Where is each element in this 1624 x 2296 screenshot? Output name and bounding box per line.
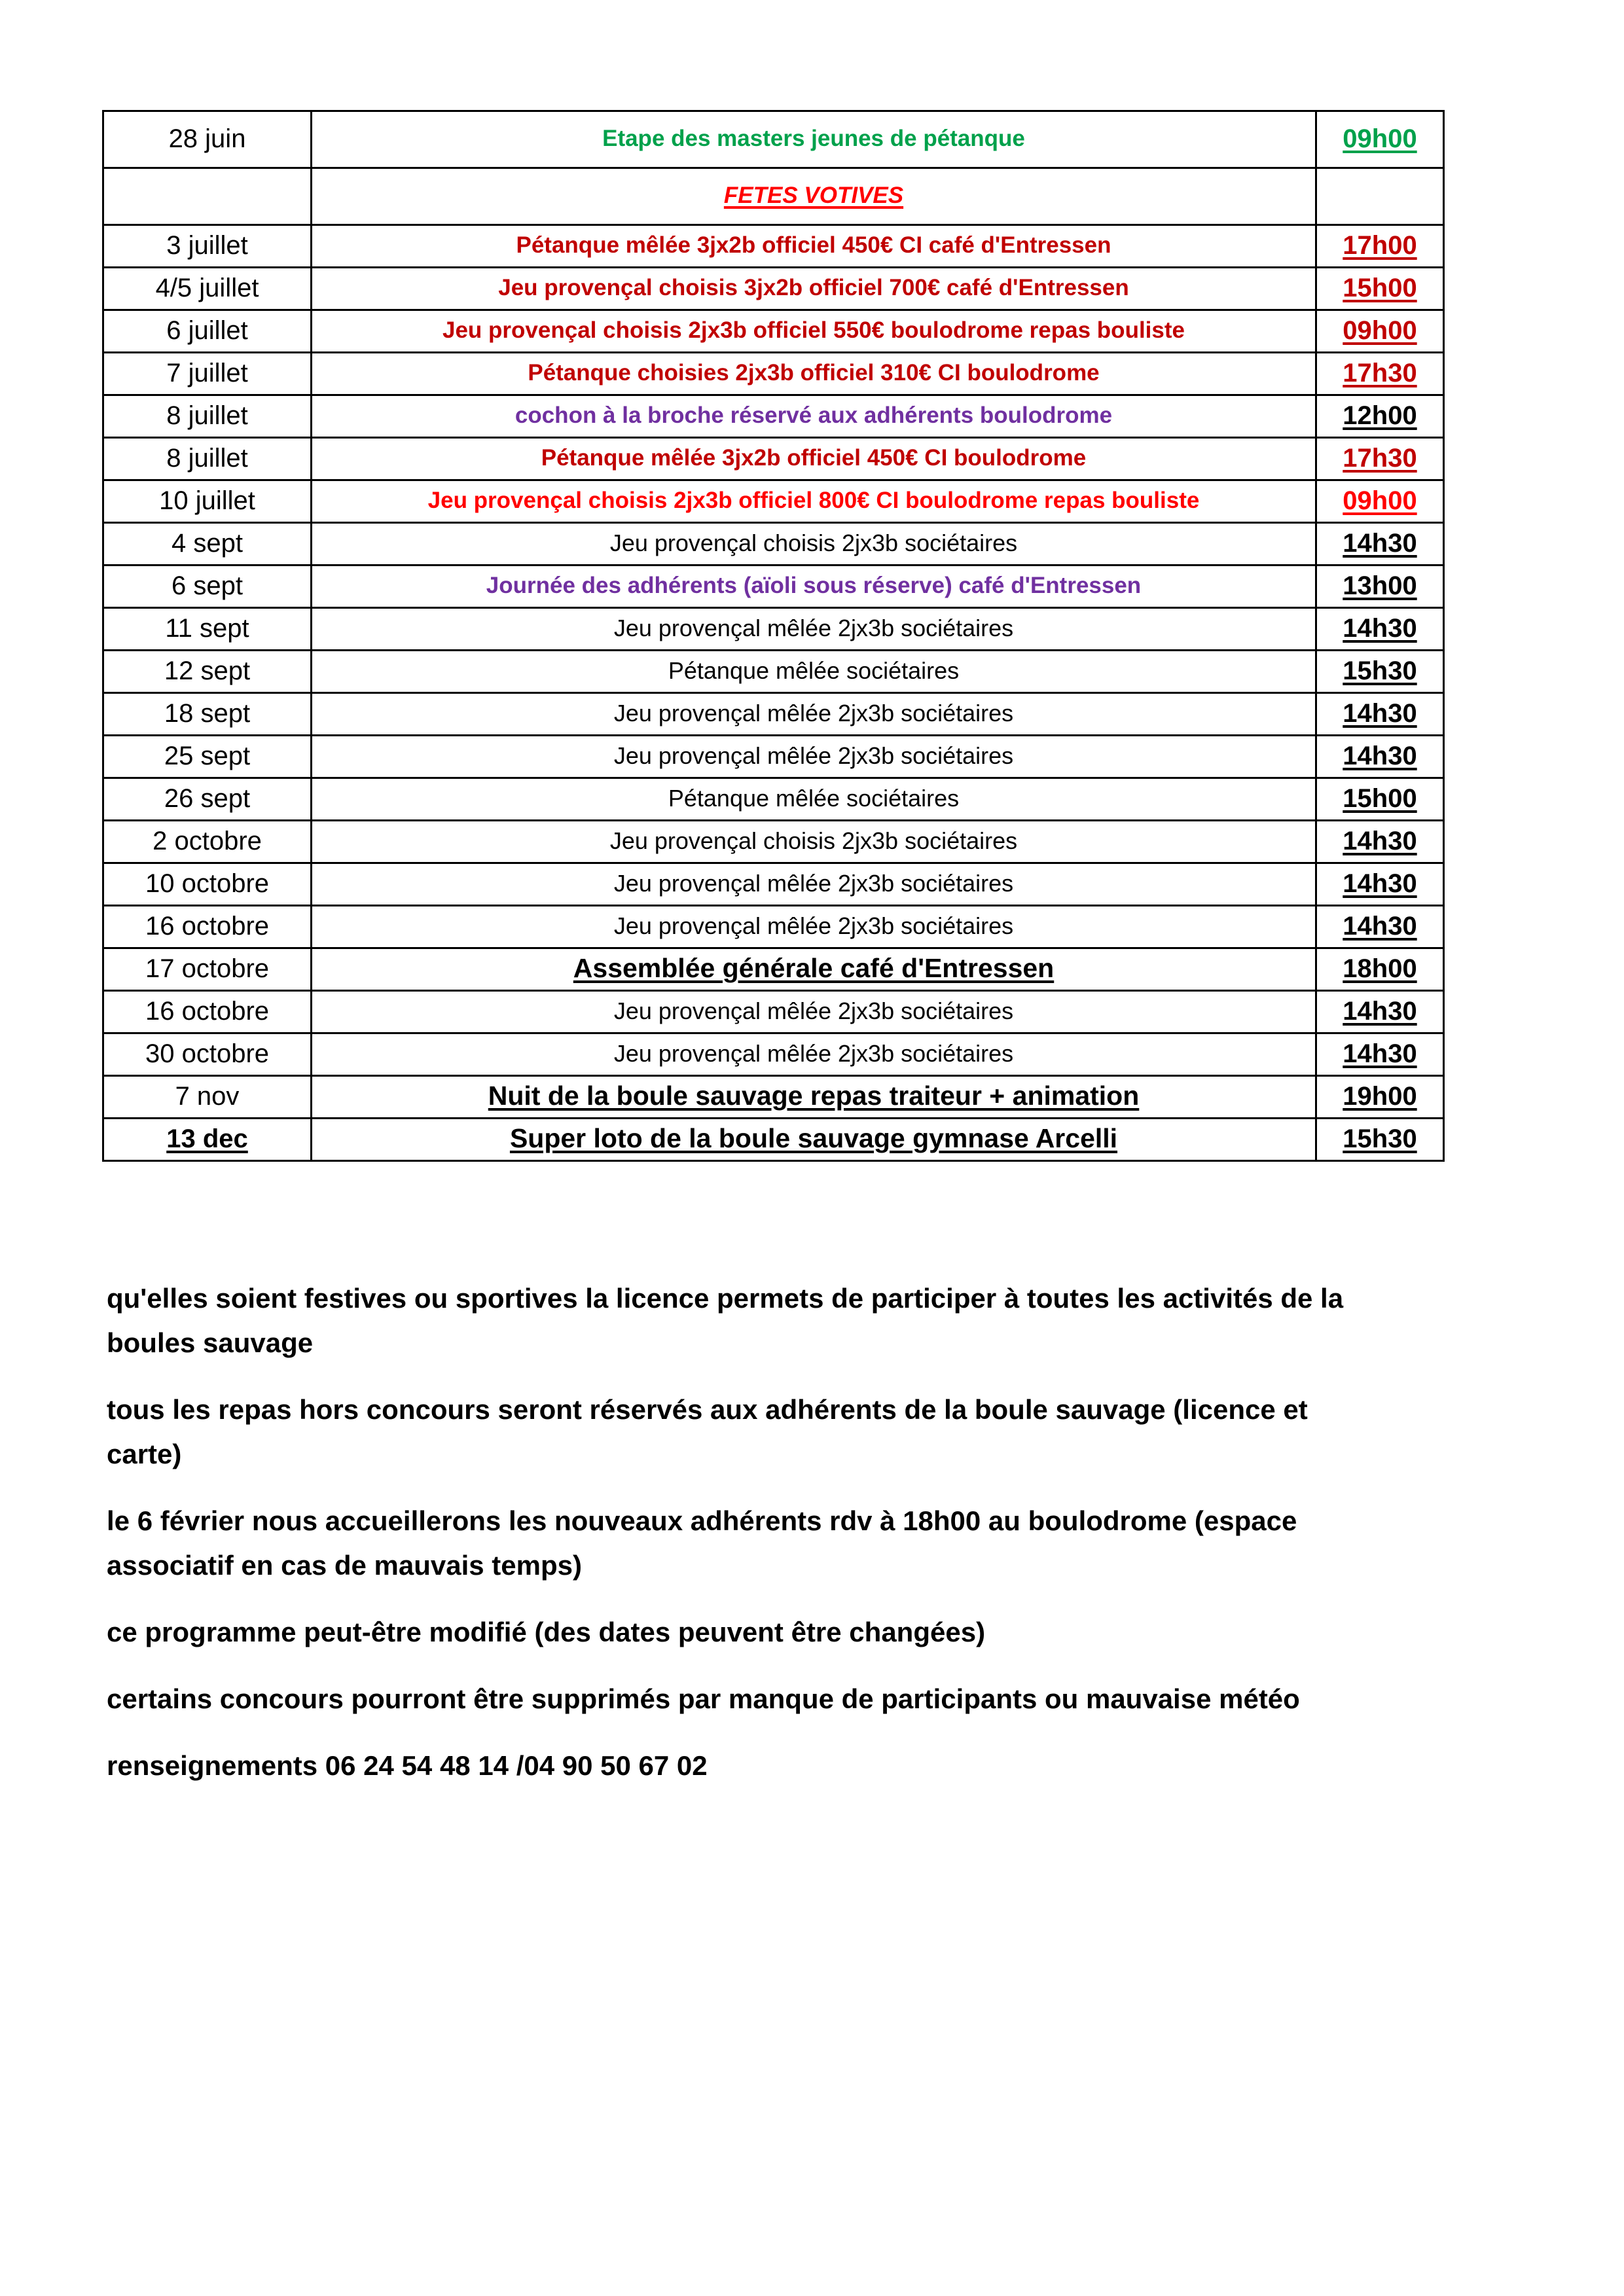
event-date-text [104, 694, 310, 734]
event-time-cell [1316, 523, 1444, 565]
event-date-cell [103, 948, 312, 991]
event-description: Jeu provençal mêlée 2jx3b sociétaires [613, 742, 1014, 769]
event-date: 10 juillet [159, 486, 255, 515]
event-description-text [312, 526, 1315, 563]
event-time-text [1317, 312, 1443, 351]
event-date-cell [103, 778, 312, 821]
event-description-text [312, 781, 1315, 818]
table-row [103, 1119, 1444, 1161]
event-time: 14h30 [1343, 742, 1417, 770]
event-date-cell [103, 225, 312, 268]
event-date-text [104, 354, 310, 393]
event-time-text [1317, 1120, 1443, 1159]
event-date: 7 juillet [166, 359, 248, 387]
event-time-cell [1316, 948, 1444, 991]
event-date: 28 juin [168, 124, 246, 153]
event-time-text [1317, 780, 1443, 819]
event-description-cell [312, 480, 1316, 523]
event-description: Journée des adhérents (aïoli sous réserve) café d'Entressen [486, 572, 1142, 598]
event-description-text [312, 314, 1315, 350]
table-row [103, 821, 1444, 863]
event-description: Pétanque mêlée sociétaires [668, 784, 960, 812]
event-description-cell [312, 1119, 1316, 1161]
event-time-cell [1316, 991, 1444, 1033]
event-time: 17h30 [1343, 444, 1417, 473]
note-paragraph: qu'elles soient festives ou sportives la licence permets de participer à toutes les activités de la boules sauvage [107, 1283, 1344, 1359]
event-time-cell [1316, 353, 1444, 395]
event-description-text [312, 1119, 1315, 1159]
event-time-text [1317, 865, 1443, 904]
event-description-text [312, 696, 1315, 733]
table-row [103, 438, 1444, 480]
event-time: 19h00 [1343, 1082, 1417, 1111]
event-time: 14h30 [1343, 529, 1417, 558]
table-row [103, 480, 1444, 523]
event-date: 10 octobre [145, 869, 270, 898]
event-time: 09h00 [1343, 124, 1417, 153]
event-time: 14h30 [1343, 869, 1417, 898]
event-time-cell [1316, 906, 1444, 948]
event-description-text [312, 653, 1315, 691]
event-date-text [104, 482, 310, 521]
event-date: 26 sept [164, 784, 251, 813]
note-paragraph: le 6 février nous accueillerons les nouveaux adhérents rdv à 18h00 au boulodrome (espace associatif en cas de mauvais temps) [107, 1505, 1297, 1581]
event-date-cell [103, 821, 312, 863]
event-time-text [1317, 822, 1443, 861]
event-date-text [104, 822, 310, 861]
event-description: Jeu provençal mêlée 2jx3b sociétaires [613, 912, 1014, 939]
schedule-table-body [103, 111, 1444, 1161]
event-description-cell [312, 693, 1316, 736]
event-description-text [312, 356, 1315, 392]
event-time-cell [1316, 395, 1444, 438]
event-description-cell [312, 395, 1316, 438]
event-date: 16 octobre [145, 997, 270, 1026]
event-time: 14h30 [1343, 699, 1417, 728]
event-description-cell [312, 1076, 1316, 1119]
event-date-text [104, 226, 310, 266]
event-description-text [312, 271, 1315, 307]
table-row [103, 310, 1444, 353]
event-date: 8 juillet [166, 444, 248, 473]
event-date: 6 sept [171, 571, 243, 600]
event-time: 15h30 [1343, 656, 1417, 685]
table-row [103, 1076, 1444, 1119]
event-time: 17h30 [1343, 359, 1417, 387]
event-date-cell [103, 395, 312, 438]
event-time-text [1317, 524, 1443, 564]
table-row [103, 778, 1444, 821]
event-date: 16 octobre [145, 912, 270, 941]
event-date-cell [103, 111, 312, 168]
table-row [103, 651, 1444, 693]
table-row [103, 608, 1444, 651]
event-time-text [1317, 226, 1443, 266]
event-description-cell [312, 1033, 1316, 1076]
event-date-cell [103, 651, 312, 693]
event-date: 17 octobre [145, 954, 270, 983]
event-time: 15h30 [1343, 1124, 1417, 1153]
event-time-text [1317, 609, 1443, 649]
event-time-cell [1316, 268, 1444, 310]
event-time-text [1317, 567, 1443, 606]
event-description-text [312, 823, 1315, 861]
event-description: Jeu provençal choisis 2jx3b sociétaires [609, 529, 1018, 556]
table-row [103, 225, 1444, 268]
schedule-table-container [102, 110, 1443, 1162]
event-time: 09h00 [1343, 316, 1417, 345]
event-date-cell [103, 736, 312, 778]
event-description-cell [312, 608, 1316, 651]
event-description-cell [312, 111, 1316, 168]
event-time-text [1317, 482, 1443, 521]
event-date: 11 sept [165, 614, 249, 643]
event-date: 6 juillet [166, 316, 248, 345]
event-date-text [104, 439, 310, 478]
event-description-text [312, 1036, 1315, 1073]
table-row [103, 353, 1444, 395]
event-description: Nuit de la boule sauvage repas traiteur + animation [488, 1081, 1140, 1111]
event-date-cell [103, 438, 312, 480]
event-date-text [104, 312, 310, 351]
event-time: 14h30 [1343, 827, 1417, 855]
event-date-text [104, 780, 310, 819]
event-time-text [1317, 950, 1443, 989]
event-description: Jeu provençal choisis 2jx3b sociétaires [609, 827, 1018, 854]
event-description-cell [312, 821, 1316, 863]
event-date-text [104, 652, 310, 691]
table-row [103, 948, 1444, 991]
event-time-text [1317, 907, 1443, 946]
event-description-text [312, 399, 1315, 435]
event-date-text [104, 524, 310, 564]
event-date-text [104, 907, 310, 946]
event-description: Jeu provençal mêlée 2jx3b sociétaires [613, 699, 1014, 726]
event-date-text [104, 1120, 310, 1159]
event-date-cell [103, 693, 312, 736]
event-date-cell [103, 168, 312, 225]
event-description-cell [312, 438, 1316, 480]
event-date: 3 juillet [166, 231, 248, 260]
event-description-text [312, 179, 1315, 215]
event-description-text [312, 866, 1315, 903]
event-description: Jeu provençal mêlée 2jx3b sociétaires [613, 1039, 1014, 1067]
schedule-table [102, 110, 1445, 1162]
event-time: 15h00 [1343, 274, 1417, 302]
table-row [103, 906, 1444, 948]
event-date-text [104, 950, 310, 989]
event-description-text [312, 122, 1315, 158]
table-row [103, 523, 1444, 565]
event-time-cell [1316, 310, 1444, 353]
event-description-text [312, 949, 1315, 989]
event-date-cell [103, 565, 312, 608]
table-row [103, 991, 1444, 1033]
event-time-cell [1316, 438, 1444, 480]
event-description: FETES VOTIVES [723, 182, 904, 208]
notes-section [107, 1276, 1481, 1810]
event-time-text [1317, 737, 1443, 776]
event-description: Jeu provençal choisis 2jx3b officiel 800€ CI boulodrome repas bouliste [427, 487, 1200, 513]
event-time: 17h00 [1343, 231, 1417, 260]
event-date-text [104, 609, 310, 649]
note-paragraph: tous les repas hors concours seront réservés aux adhérents de la boule sauvage (licence et carte) [107, 1394, 1308, 1470]
event-time-cell [1316, 736, 1444, 778]
event-description-cell [312, 565, 1316, 608]
event-description-cell [312, 906, 1316, 948]
event-description-cell [312, 225, 1316, 268]
event-time-cell [1316, 778, 1444, 821]
event-time-cell [1316, 863, 1444, 906]
event-date-cell [103, 310, 312, 353]
event-date-cell [103, 1119, 312, 1161]
event-description: Jeu provençal choisis 3jx2b officiel 700€ café d'Entressen [498, 274, 1129, 300]
event-time-cell [1316, 1119, 1444, 1161]
event-description-text [312, 1077, 1315, 1117]
event-date-cell [103, 1033, 312, 1076]
event-time-cell [1316, 693, 1444, 736]
event-date-text [104, 269, 310, 308]
event-time-cell [1316, 480, 1444, 523]
event-description: Super loto de la boule sauvage gymnase Arcelli [509, 1123, 1118, 1154]
event-time-text [1317, 190, 1443, 202]
event-description-text [312, 228, 1315, 264]
event-description: Pétanque mêlée 3jx2b officiel 450€ CI café d'Entressen [516, 232, 1111, 258]
event-time-text [1317, 120, 1443, 159]
event-date-cell [103, 480, 312, 523]
event-date: 12 sept [164, 656, 251, 685]
event-description-text [312, 611, 1315, 648]
event-description-cell [312, 310, 1316, 353]
event-time-text [1317, 1077, 1443, 1117]
event-date-cell [103, 608, 312, 651]
event-description: Etape des masters jeunes de pétanque [602, 125, 1025, 151]
event-time-cell [1316, 1033, 1444, 1076]
event-description: Jeu provençal choisis 2jx3b officiel 550€ boulodrome repas bouliste [442, 317, 1185, 343]
event-date-text [104, 567, 310, 606]
event-date-cell [103, 863, 312, 906]
event-time-text [1317, 397, 1443, 436]
event-time: 14h30 [1343, 997, 1417, 1026]
event-time: 15h00 [1343, 784, 1417, 813]
event-description: Jeu provençal mêlée 2jx3b sociétaires [613, 869, 1014, 897]
event-time: 14h30 [1343, 912, 1417, 941]
event-time-text [1317, 1035, 1443, 1074]
event-date: 18 sept [164, 699, 251, 728]
event-time-text [1317, 354, 1443, 393]
event-description: Assemblée générale café d'Entressen [573, 953, 1055, 984]
note-paragraph: certains concours pourront être supprimés par manque de participants ou mauvaise météo [107, 1683, 1300, 1715]
event-description-cell [312, 948, 1316, 991]
event-description-cell [312, 778, 1316, 821]
event-time: 09h00 [1343, 486, 1417, 515]
event-description-cell [312, 168, 1316, 225]
table-row [103, 111, 1444, 168]
event-time-text [1317, 694, 1443, 734]
event-time-cell [1316, 225, 1444, 268]
event-date-cell [103, 353, 312, 395]
event-time: 18h00 [1343, 954, 1417, 983]
event-description-text [312, 484, 1315, 520]
event-time-text [1317, 652, 1443, 691]
event-time: 14h30 [1343, 614, 1417, 643]
event-time: 13h00 [1343, 571, 1417, 600]
table-row [103, 863, 1444, 906]
event-date-cell [103, 991, 312, 1033]
event-description-cell [312, 651, 1316, 693]
event-time-text [1317, 269, 1443, 308]
table-row [103, 1033, 1444, 1076]
event-time: 12h00 [1343, 401, 1417, 430]
event-time-text [1317, 992, 1443, 1031]
event-date-text [104, 120, 310, 159]
event-date-text [104, 737, 310, 776]
event-description-text [312, 994, 1315, 1031]
event-description-cell [312, 268, 1316, 310]
table-row [103, 693, 1444, 736]
event-date: 25 sept [164, 742, 251, 770]
event-date: 4 sept [171, 529, 243, 558]
event-date-cell [103, 1076, 312, 1119]
table-row [103, 268, 1444, 310]
event-description: Jeu provençal mêlée 2jx3b sociétaires [613, 997, 1014, 1024]
event-date-cell [103, 906, 312, 948]
table-row [103, 395, 1444, 438]
event-date-text [104, 992, 310, 1031]
event-time-cell [1316, 565, 1444, 608]
event-date: 4/5 juillet [155, 274, 259, 302]
table-row [103, 565, 1444, 608]
event-description-cell [312, 991, 1316, 1033]
event-time-cell [1316, 651, 1444, 693]
event-date-text [104, 397, 310, 436]
event-date: 13 dec [166, 1124, 248, 1153]
event-description-text [312, 441, 1315, 477]
event-date-text [104, 1035, 310, 1074]
event-description-cell [312, 353, 1316, 395]
event-description-text [312, 908, 1315, 946]
event-time-cell [1316, 821, 1444, 863]
event-description: cochon à la broche réservé aux adhérents boulodrome [514, 402, 1113, 428]
note-paragraph: renseignements 06 24 54 48 14 /04 90 50 67 02 [107, 1750, 708, 1782]
event-description: Pétanque mêlée 3jx2b officiel 450€ CI boulodrome [541, 444, 1087, 471]
event-description-cell [312, 736, 1316, 778]
event-time: 14h30 [1343, 1039, 1417, 1068]
event-time-cell [1316, 168, 1444, 225]
event-time-cell [1316, 1076, 1444, 1119]
event-date: 7 nov [175, 1082, 240, 1111]
event-date: 30 octobre [145, 1039, 270, 1068]
event-description-text [312, 569, 1315, 605]
table-row [103, 736, 1444, 778]
event-description-cell [312, 523, 1316, 565]
event-date-cell [103, 523, 312, 565]
event-date-text [104, 1077, 310, 1117]
table-row [103, 168, 1444, 225]
event-date-cell [103, 268, 312, 310]
event-time-cell [1316, 608, 1444, 651]
event-description-cell [312, 863, 1316, 906]
event-date: 8 juillet [166, 401, 248, 430]
note-paragraph: ce programme peut-être modifié (des dates peuvent être changées) [107, 1617, 986, 1648]
event-date-text [104, 190, 310, 202]
event-description: Jeu provençal mêlée 2jx3b sociétaires [613, 614, 1014, 641]
event-date: 2 octobre [153, 827, 262, 855]
event-time-text [1317, 439, 1443, 478]
event-description: Pétanque choisies 2jx3b officiel 310€ CI boulodrome [528, 359, 1100, 386]
event-date-text [104, 865, 310, 904]
event-description-text [312, 738, 1315, 776]
event-description: Pétanque mêlée sociétaires [668, 656, 960, 684]
event-time-cell [1316, 111, 1444, 168]
